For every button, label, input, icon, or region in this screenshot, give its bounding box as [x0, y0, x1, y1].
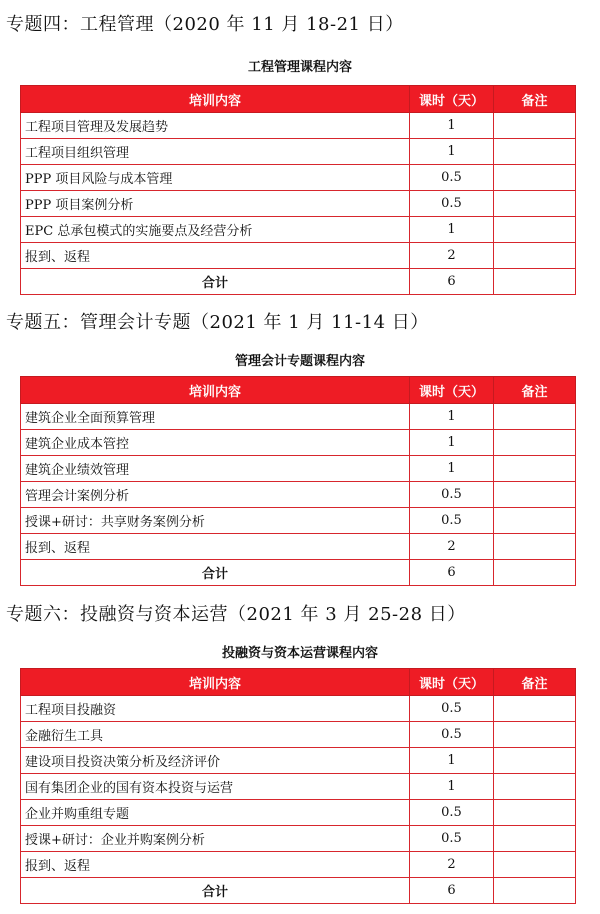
table-row [21, 800, 576, 826]
table-row [21, 456, 576, 482]
row-notes [494, 113, 576, 139]
table-header-row [21, 86, 576, 113]
table-row [21, 217, 576, 243]
row-notes [494, 508, 576, 534]
row-notes [494, 191, 576, 217]
row-content: 国有集团企业的国有资本投资与运营 [21, 774, 410, 800]
row-hours: 1 [410, 404, 494, 430]
row-hours: 1 [410, 774, 494, 800]
total-label: 合计 [21, 878, 410, 904]
row-hours: 0.5 [410, 696, 494, 722]
row-content: 建筑企业绩效管理 [21, 456, 410, 482]
header-notes: 备注 [494, 669, 576, 696]
row-notes [494, 243, 576, 269]
row-hours: 0.5 [410, 165, 494, 191]
row-hours: 0.5 [410, 508, 494, 534]
header-content: 培训内容 [21, 86, 410, 113]
header-notes: 备注 [494, 86, 576, 113]
row-notes [494, 852, 576, 878]
total-notes [494, 878, 576, 904]
row-content: 授课+研讨：共享财务案例分析 [21, 508, 410, 534]
row-content: PPP 项目风险与成本管理 [21, 165, 410, 191]
table-row [21, 482, 576, 508]
header-notes: 备注 [494, 377, 576, 404]
total-notes [494, 560, 576, 586]
row-notes [494, 748, 576, 774]
total-label: 合计 [21, 269, 410, 295]
table-row [21, 243, 576, 269]
row-hours: 1 [410, 113, 494, 139]
row-notes [494, 774, 576, 800]
total-notes [494, 269, 576, 295]
row-hours: 1 [410, 139, 494, 165]
row-hours: 0.5 [410, 191, 494, 217]
table-title: 管理会计专题课程内容 [234, 354, 365, 369]
table-row [21, 826, 576, 852]
table-header-row [21, 377, 576, 404]
course-table [20, 668, 576, 904]
row-hours: 2 [410, 243, 494, 269]
header-hours: 课时（天） [410, 669, 494, 696]
table-row [21, 508, 576, 534]
row-content: 建筑企业成本管控 [21, 430, 410, 456]
row-content: 报到、返程 [21, 534, 410, 560]
table-title: 投融资与资本运营课程内容 [221, 646, 378, 661]
table-title: 工程管理课程内容 [247, 60, 352, 75]
row-notes [494, 165, 576, 191]
row-hours: 1 [410, 217, 494, 243]
total-label: 合计 [21, 560, 410, 586]
row-hours: 1 [410, 430, 494, 456]
row-notes [494, 430, 576, 456]
total-hours: 6 [410, 878, 494, 904]
row-hours: 2 [410, 852, 494, 878]
header-content: 培训内容 [21, 669, 410, 696]
row-content: 建设项目投资决策分析及经济评价 [21, 748, 410, 774]
table-total-row [21, 269, 576, 295]
row-notes [494, 404, 576, 430]
header-content: 培训内容 [21, 377, 410, 404]
row-content: 金融衍生工具 [21, 722, 410, 748]
row-notes [494, 482, 576, 508]
course-table [20, 85, 576, 295]
row-content: 企业并购重组专题 [21, 800, 410, 826]
row-notes [494, 696, 576, 722]
total-hours: 6 [410, 560, 494, 586]
table-row [21, 404, 576, 430]
row-hours: 0.5 [410, 722, 494, 748]
row-hours: 1 [410, 456, 494, 482]
row-notes [494, 722, 576, 748]
header-hours: 课时（天） [410, 377, 494, 404]
section-heading: 专题五：管理会计专题（2021 年 1 月 11-14 日） [6, 312, 429, 333]
row-content: 工程项目投融资 [21, 696, 410, 722]
table-row [21, 534, 576, 560]
row-notes [494, 826, 576, 852]
section-heading: 专题六：投融资与资本运营（2021 年 3 月 25-28 日） [6, 604, 466, 625]
table-row [21, 139, 576, 165]
row-content: 报到、返程 [21, 243, 410, 269]
row-content: 工程项目组织管理 [21, 139, 410, 165]
table-row [21, 722, 576, 748]
row-hours: 0.5 [410, 800, 494, 826]
row-content: PPP 项目案例分析 [21, 191, 410, 217]
row-notes [494, 534, 576, 560]
row-notes [494, 139, 576, 165]
table-header-row [21, 669, 576, 696]
table-row [21, 748, 576, 774]
table-row [21, 696, 576, 722]
total-hours: 6 [410, 269, 494, 295]
section-heading: 专题四：工程管理（2020 年 11 月 18-21 日） [6, 14, 404, 35]
table-row [21, 430, 576, 456]
row-hours: 0.5 [410, 482, 494, 508]
row-content: 报到、返程 [21, 852, 410, 878]
row-notes [494, 456, 576, 482]
row-content: 建筑企业全面预算管理 [21, 404, 410, 430]
row-content: 工程项目管理及发展趋势 [21, 113, 410, 139]
table-row [21, 191, 576, 217]
table-row [21, 113, 576, 139]
row-hours: 2 [410, 534, 494, 560]
course-table [20, 376, 576, 586]
row-content: 管理会计案例分析 [21, 482, 410, 508]
row-notes [494, 800, 576, 826]
row-notes [494, 217, 576, 243]
row-content: 授课+研讨：企业并购案例分析 [21, 826, 410, 852]
table-total-row [21, 560, 576, 586]
table-total-row [21, 878, 576, 904]
row-hours: 0.5 [410, 826, 494, 852]
table-row [21, 852, 576, 878]
table-row [21, 165, 576, 191]
row-hours: 1 [410, 748, 494, 774]
row-content: EPC 总承包模式的实施要点及经营分析 [21, 217, 410, 243]
header-hours: 课时（天） [410, 86, 494, 113]
table-row [21, 774, 576, 800]
